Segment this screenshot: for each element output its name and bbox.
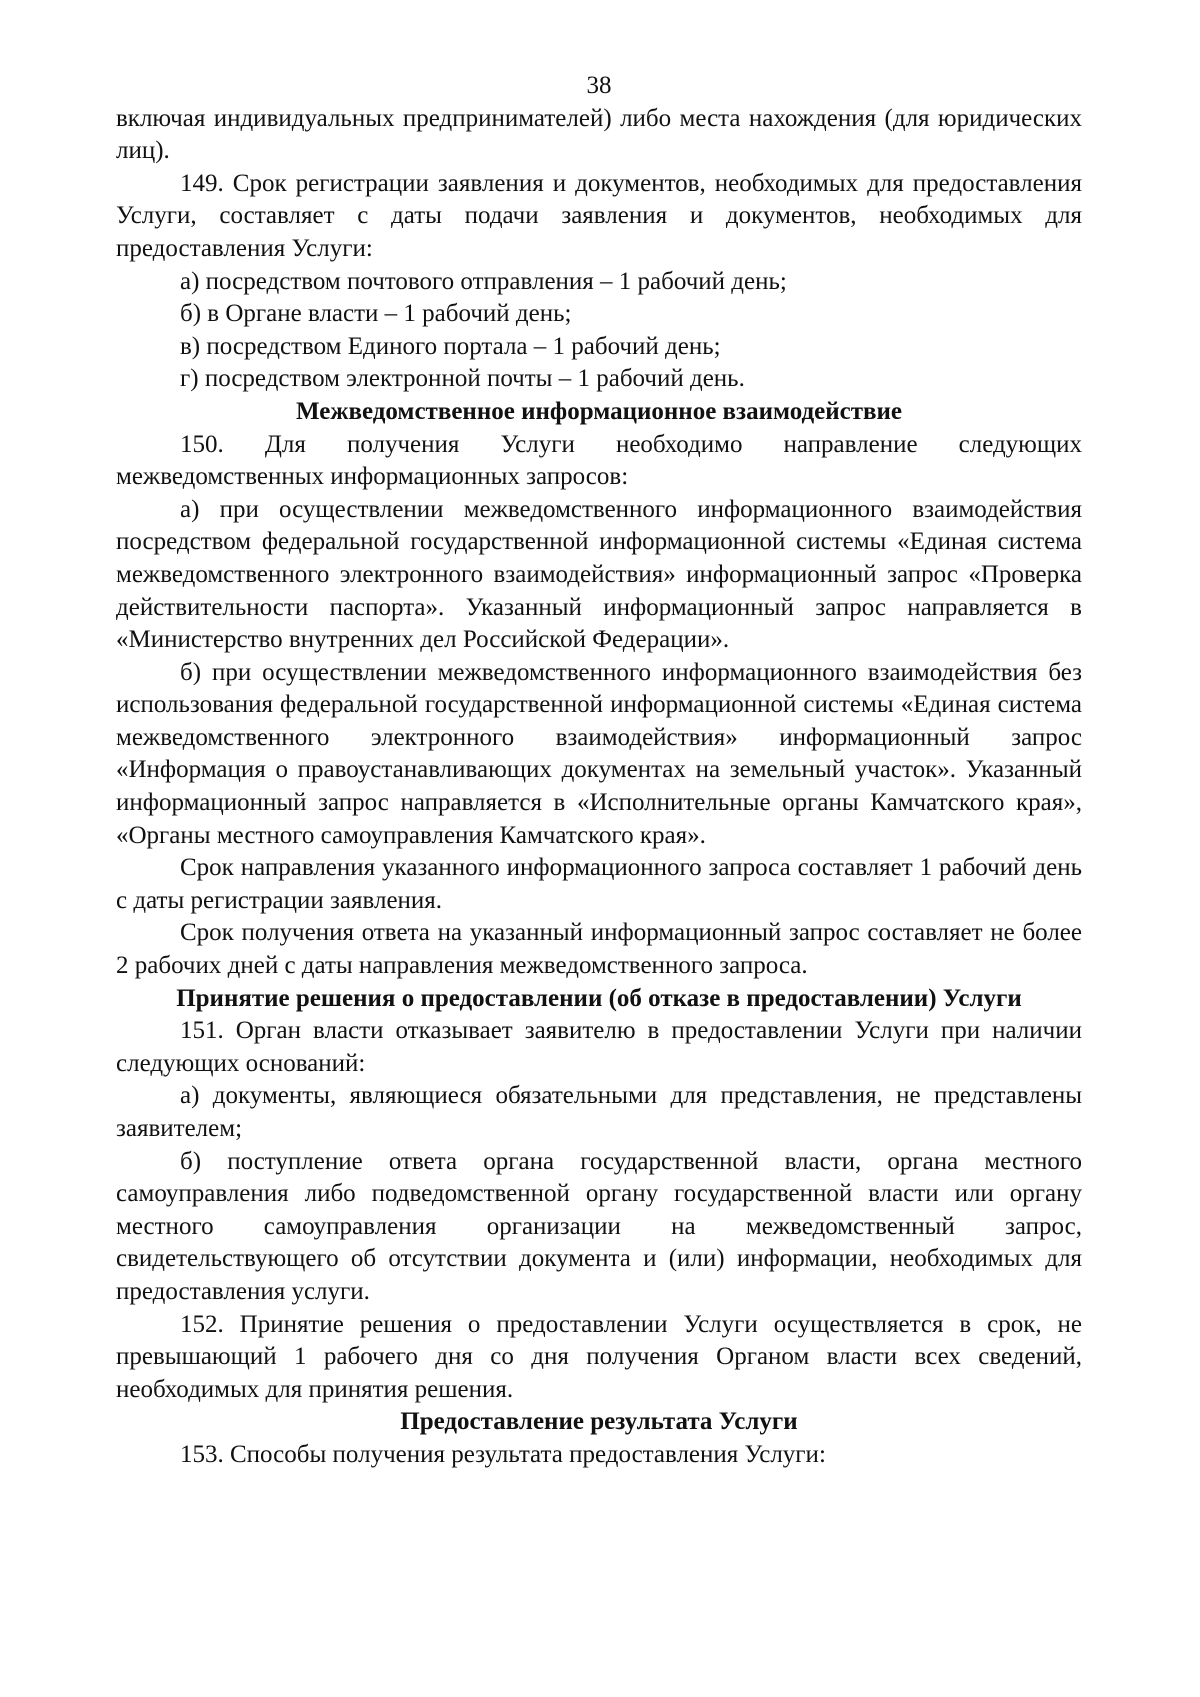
page-content (116, 70, 1082, 1472)
list-item-149-c: в) посредством Единого портала – 1 рабочий день; (180, 332, 721, 360)
paragraph-151-a: а) документы, являющиеся обязательными для представления, не представлены заявителем; (116, 1082, 1082, 1142)
page-number: 38 (586, 72, 612, 99)
paragraph-request-deadline: Срок направления указанного информационного запроса составляет 1 рабочий день с даты регистрации заявления. (116, 854, 1082, 914)
paragraph-153: 153. Способы получения результата предоставления Услуги: (180, 1440, 826, 1468)
section-heading-interagency: Межведомственное информационное взаимодействие (296, 397, 902, 425)
list-item-149-b: б) в Органе власти – 1 рабочий день; (180, 300, 572, 328)
paragraph-150: 150. Для получения Услуги необходимо направление следующих межведомственных информационных запросов: (116, 430, 1082, 491)
list-item-149-a: а) посредством почтового отправления – 1 рабочий день; (180, 267, 787, 295)
paragraph-150-b: б) при осуществлении межведомственного информационного взаимодействия без использования федеральной государственной информационной системы «Единая система межведомственного электронного взаимодействия» информационный запрос «Информация о правоустанавливающих документах на земельный участок». Указанный информационный запрос направляется в «Исполнительные органы Камчатского края», «Органы местного самоуправления Камчатского края». (116, 658, 1082, 849)
list-item-149-d: г) посредством электронной почты – 1 рабочий день. (180, 365, 745, 393)
section-heading-decision: Принятие решения о предоставлении (об отказе в предоставлении) Услуги (176, 984, 1022, 1012)
paragraph-150-a: а) при осуществлении межведомственного информационного взаимодействия посредством федеральной государственной информационной системы «Единая система межведомственного электронного взаимодействия» информационный запрос «Проверка действительности паспорта». Указанный информационный запрос направляется в «Министерство внутренних дел Российской Федерации». (116, 495, 1082, 654)
paragraph-response-deadline: Срок получения ответа на указанный информационный запрос составляет не более 2 рабочих дней с даты направления межведомственного запроса. (116, 919, 1082, 980)
paragraph-152: 152. Принятие решения о предоставлении Услуги осуществляется в срок, не превышающий 1 рабочего дня со дня получения Органом власти всех сведений, необходимых для принятия решения. (116, 1310, 1082, 1403)
section-heading-result: Предоставление результата Услуги (400, 1408, 798, 1436)
paragraph-151-b: б) поступление ответа органа государственной власти, органа местного самоуправления либо подведомственной органу государственной власти или органу местного самоуправления организации на межведомственный запрос, свидетельствующего об отсутствии документа и (или) информации, необходимых для предоставления услуги. (116, 1147, 1082, 1305)
paragraph-151: 151. Орган власти отказывает заявителю в предоставлении Услуги при наличии следующих оснований: (116, 1017, 1082, 1077)
paragraph-continuation: включая индивидуальных предпринимателей) либо места нахождения (для юридических лиц). (116, 104, 1082, 165)
paragraph-149: 149. Срок регистрации заявления и документов, необходимых для предоставления Услуги, составляет с даты подачи заявления и документов, необходимых для предоставления Услуги: (116, 169, 1082, 262)
